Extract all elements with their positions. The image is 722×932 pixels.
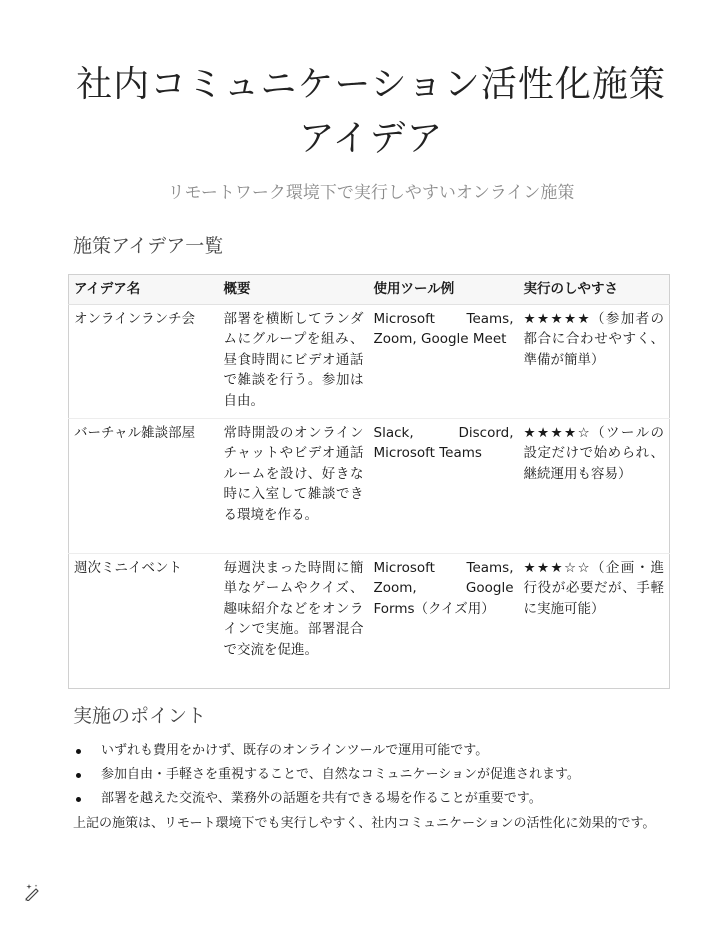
column-header: 概要 <box>219 275 369 305</box>
title-line-1: 社内コミュニケーション活性化施策 <box>76 64 666 105</box>
section-heading-points: 実施のポイント <box>73 705 207 727</box>
column-header: 実行のしやすさ <box>519 275 670 305</box>
ideas-table <box>68 274 670 689</box>
conclusion-paragraph: 上記の施策は、リモート環境下でも実行しやすく、社内コミュニケーションの活性化に効果的です。 <box>73 816 656 831</box>
idea-ease-cell: ★★★★☆（ツールの設定だけで始められ、継続運用も容易） <box>519 418 670 553</box>
list-item: 部署を越えた交流や、業務外の話題を共有できる場を作ることが重要です。 <box>73 787 673 811</box>
column-header: 使用ツール例 <box>369 275 519 305</box>
table-header-row <box>69 275 670 305</box>
points-list <box>73 739 673 811</box>
table-row <box>69 418 670 553</box>
idea-summary-cell: 毎週決まった時間に簡単なゲームやクイズ、趣味紹介などをオンラインで実施。部署混合で交流を促進。 <box>223 559 364 658</box>
table-row <box>69 553 670 688</box>
idea-summary-cell: 部署を横断してランダムにグループを組み、昼食時間にビデオ通話で雑談を行う。参加は自由。 <box>219 304 369 418</box>
title-line-2: アイデア <box>298 118 444 159</box>
idea-tools-cell: Microsoft Teams, Zoom, Google Meet <box>369 304 519 418</box>
idea-tools-cell: Microsoft Teams, Zoom, Google Forms（クイズ用） <box>373 559 514 617</box>
idea-name-cell: バーチャル雑談部屋 <box>69 418 219 553</box>
section-heading-ideas: 施策アイデア一覧 <box>73 235 224 257</box>
document-title <box>40 58 702 166</box>
column-header: アイデア名 <box>69 275 219 305</box>
list-item: 参加自由・手軽さを重視することで、自然なコミュニケーションが促進されます。 <box>73 763 673 787</box>
document-subtitle: リモートワーク環境下で実行しやすいオンライン施策 <box>167 183 575 203</box>
sparkle-pen-icon[interactable] <box>23 883 41 901</box>
idea-summary-cell: 常時開設のオンラインチャットやビデオ通話ルームを設け、好きな時に入室して雑談できる環境を作る。 <box>219 418 369 553</box>
idea-name-cell: オンラインランチ会 <box>69 304 219 418</box>
table-row <box>69 304 670 418</box>
idea-ease-cell: ★★★★★（参加者の都合に合わせやすく、準備が簡単） <box>519 304 670 418</box>
list-item: いずれも費用をかけず、既存のオンラインツールで運用可能です。 <box>73 739 673 763</box>
idea-tools-cell: Slack, Discord, Microsoft Teams <box>369 418 519 553</box>
idea-name-cell: 週次ミニイベント <box>74 559 182 576</box>
idea-ease-cell: ★★★☆☆（企画・進行役が必要だが、手軽に実施可能） <box>523 559 664 617</box>
